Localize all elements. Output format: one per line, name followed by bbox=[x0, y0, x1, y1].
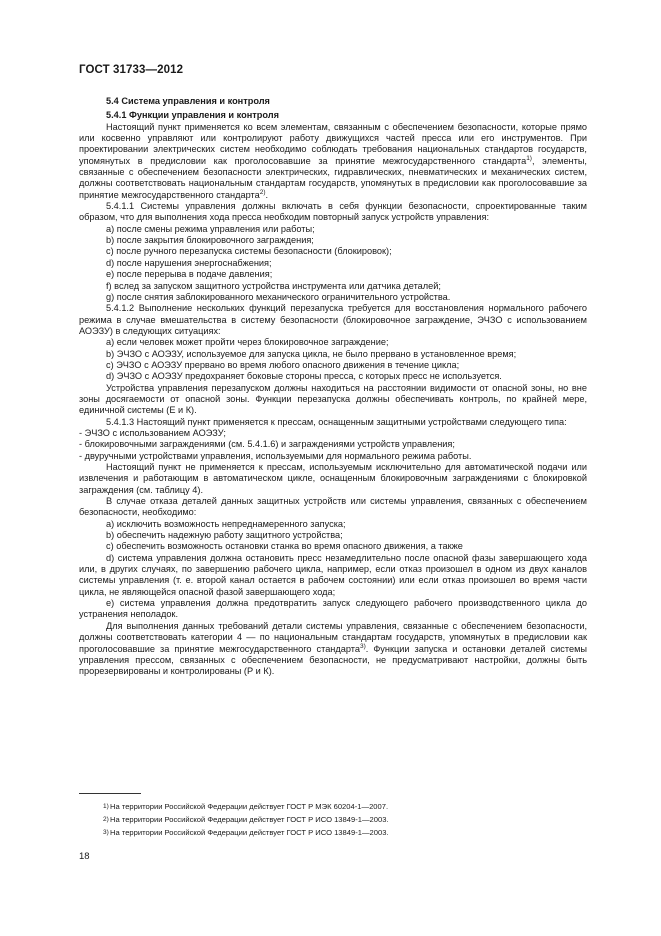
final-paragraph bbox=[79, 621, 587, 678]
list-item: d) система управления должна остановить пресс незамедлительно после опасной фазы завершающего хода или, в других случаях, по завершению рабочего цикла, например, если отказ произошел в одном из двух каналов системы управления (т. е. второй канал остается в рабочем состоянии) или если отказ произошел во время части цикла, не являющейся опасной фазой завершающего хода; bbox=[79, 552, 587, 597]
footnote-ref-3: 3) bbox=[359, 642, 366, 650]
final-text-a: Для выполнения данных требований детали системы управления, связанные с обеспечением безопасности, должны соответствовать категории 4 — по национальным стандартам государств, упомянутых в предисловии как проголосовавшие за принятие межгосударственного стандарта bbox=[79, 620, 587, 654]
list-item: a) исключить возможность непреднамеренного запуска; bbox=[106, 518, 346, 529]
list-item: g) после снятия заблокированного механического ограничительного устройства. bbox=[106, 291, 451, 302]
list-item: f) вслед за запуском защитного устройства инструмента или датчика деталей; bbox=[106, 280, 441, 291]
list-item: a) после смены режима управления или работы; bbox=[106, 223, 315, 234]
footnote-ref-2: 2) bbox=[259, 188, 266, 196]
list-item: d) ЭЧЗО с АОЭЗУ предохраняет боковые стороны пресса, с которых пресс не используется. bbox=[106, 371, 502, 382]
document-header: ГОСТ 31733—2012 bbox=[79, 64, 184, 76]
footnote-text: На территории Российской Федерации действует ГОСТ Р ИСО 13849-1—2003. bbox=[110, 815, 389, 824]
footnote-separator bbox=[79, 793, 141, 794]
page-number: 18 bbox=[79, 851, 90, 862]
list-item: a) если человек может пройти через блокировочное заграждение; bbox=[106, 337, 389, 348]
main-content bbox=[79, 96, 587, 678]
restart-paragraph: Устройства управления перезапуском должны находиться на расстоянии видимости от опасной зоны, но вне зоны досягаемости от опасной зоны. Функции перезапуска должны обеспечивать контроль, по крайней мере, единичной системы (Е и К). bbox=[79, 382, 587, 416]
clause-5-4-1-2: 5.4.1.2 Выполнение нескольких функций перезапуска требуется для восстановления нормального рабочего режима в случае вмешательства в систему безопасности (блокировочное заграждение, ЭЧЗО с использованием АОЭЗУ) в следующих ситуациях: bbox=[79, 303, 587, 336]
list-item: - блокировочными заграждениями (см. 5.4.1.6) и заграждениями устройств управления; bbox=[79, 439, 455, 450]
intro-paragraph bbox=[79, 122, 587, 201]
intro-text-a: Настоящий пункт применяется ко всем элементам, связанным с обеспечением безопасности, которые прямо или косвенно управляют или контролируют работу движущихся частей пресса или его инструментов. При проектировании электрических систем необходимо соблюдать требования национальных стандартов государств, упомянутых в предисловии как проголосовавшие за принятие межгосударственного стандарта bbox=[79, 121, 587, 166]
section-heading: 5.4 Система управления и контроля bbox=[106, 96, 270, 106]
footnote-text: На территории Российской Федерации действует ГОСТ Р ИСО 13849-1—2003. bbox=[110, 828, 389, 837]
list-item: - ЭЧЗО с использованием АОЭЗУ; bbox=[79, 427, 226, 438]
list-item: d) после нарушения энергоснабжения; bbox=[106, 257, 272, 268]
failure-paragraph: В случае отказа деталей данных защитных устройств или системы управления, связанных с обеспечением безопасности, необходимо: bbox=[79, 496, 587, 518]
clause-5-4-1-3: 5.4.1.3 Настоящий пункт применяется к прессам, оснащенным защитными устройствами следующего типа: bbox=[106, 416, 567, 427]
list-item: b) обеспечить надежную работу защитного устройства; bbox=[106, 530, 343, 541]
footnote-text: На территории Российской Федерации действует ГОСТ Р МЭК 60204-1—2007. bbox=[110, 802, 389, 811]
clause-5-4-1-1: 5.4.1.1 Системы управления должны включать в себя функции безопасности, спроектированные таким образом, что для выполнения хода пресса необходим повторный запуск устройств управления: bbox=[79, 201, 587, 223]
final-text-b: . Функции запуска и остановки деталей системы управления прессом, связанных с обеспечением безопасности, не предусматривают настройки, должны быть прорезервированы и контролированы (Р и К). bbox=[79, 643, 587, 677]
not-applied-paragraph: Настоящий пункт не применяется к прессам, используемым исключительно для автоматической подачи или извлечения и работающим в автоматическом цикле, оснащенным блокировочным заграждениями с блокировкой заграждения (см. таблицу 4). bbox=[79, 462, 587, 495]
list-item: e) система управления должна предотвратить запуск следующего рабочего производственного цикла до устранения неполадок. bbox=[79, 598, 587, 620]
list-item: - двуручными устройствами управления, используемыми для нормального режима работы. bbox=[79, 450, 472, 461]
list-item: c) ЭЧЗО с АОЭЗУ прервано во время любого опасного движения в течение цикла; bbox=[106, 359, 460, 370]
list-item: c) после ручного перезапуска системы безопасности (блокировок); bbox=[106, 246, 392, 257]
footnote-ref-1: 1) bbox=[526, 154, 532, 162]
intro-text-b: , элементы, связанные с обеспечением безопасности электрических, гидравлических, пневматических и механических систем, должны соответствовать национальным стандартам государств, упомянутых в предисловии как проголосовавшие за принятие межгосударственного стандарта bbox=[79, 155, 587, 200]
list-item: b) после закрытия блокировочного заграждения; bbox=[106, 235, 314, 246]
list-item: b) ЭЧЗО с АОЭЗУ, используемое для запуска цикла, не было прервано в установленное время; bbox=[106, 348, 517, 359]
intro-text-c: . bbox=[265, 189, 269, 200]
list-item: e) после перерыва в подаче давления; bbox=[106, 269, 273, 280]
document-page: ГОСТ 31733—2012 5.4 Система управления и контроля 5.4.1 Функции управления и контроля Настоящий пункт применяется ко всем элементам, связанным с обеспечением безопасности, которые прямо или косвенно управляют или контролируют работу движущихся частей пресса или его инструментов. При проектировании электрических систем необходимо соблюдать требования национальных стандартов государств, упомянутых в предисловии как проголосовавшие за принятие межгосударственного стандарта$^{1)}$, элементы, связанные с обеспечением безопасности электрических, гидравлических, пневматических и механических систем, должны соответствовать национальным стандартам государств, упомянутых в предисловии как проголосовавшие за принятие межгосударственного стандарта$^{2)}$. 5.4.1.1 Системы управления должны включать в себя функции безопасности, спроектированные таким образом, что для выполнения хода пресса необходим повторный запуск устройств управления: a) после смены режима управления или работы; b) после закрытия блокировочного заграждения; c) после ручного перезапуска системы безопасности (блокировок); d) после нарушения энергоснабжения; e) после перерыва в подаче давления; f) вслед за запуском защитного устройства инструмента или датчика деталей; g) после снятия заблокированного механического ограничительного устройства. 5.4.1.2 Выполнение нескольких функций перезапуска требуется для восстановления нормального рабочего режима в случае вмешательства в систему безопасности (блокировочное заграждение, ЭЧЗО с использованием АОЭЗУ) в следующих ситуациях: a) если человек может пройти через блокировочное заграждение; b) ЭЧЗО с АОЭЗУ, используемое для запуска цикла, не было прервано в установленное время; c) ЭЧЗО с АОЭЗУ прервано во время любого опасного движения в течение цикла; d) ЭЧЗО с АОЭЗУ предохраняет боковые стороны пресса, с которых пресс не используется. Устройства управления перезапуском должны находиться на расстоянии видимости от опасной зоны, но вне зоны досягаемости от опасной зоны. Функции перезапуска должны обеспечивать контроль, по крайней мере, единичной системы (Е и К). 5.4.1.3 Настоящий пункт применяется к прессам, оснащенным защитными устройствами следующего типа: - ЭЧЗО с использованием АОЭЗУ; - блокировочными заграждениями (см. 5.4.1.6) и заграждениями устройств управления; - двуручными устройствами управления, используемыми для нормального режима работы. Настоящий пункт не применяется к прессам, используемым исключительно для автоматической подачи или извлечения и работающим в автоматическом цикле, оснащенным блокировочным заграждениями с блокировкой заграждения (см. таблицу 4). В случае отказа деталей данных защитных устройств или системы управления, связанных с обеспечением безопасности, необходимо: a) исключить возможность непреднамеренного запуска; b) обеспечить надежную работу защитного устройства; c) обеспечить возможность остановки станка во время опасного движения, а также d) система управления должна остановить пресс незамедлительно после опасной фазы завершающего хода или, в других случаях, по завершению рабочего цикла, например, если отказ произошел в одном из двух каналов системы управления (т. е. второй канал остается в рабочем состоянии) или если отказ произошел во время части цикла, не являющейся опасной фазой завершающего хода; e) система управления должна предотвратить запуск следующего рабочего производственного цикла до устранения неполадок. Для выполнения данных требований детали системы управления, связанные с обеспечением безопасности, должны соответствовать категории 4 — по национальным стандартам государств, упомянутых в предисловии как проголосовавшие за принятие межгосударственного стандарта$^{3)}$. Функции запуска и остановки деталей системы управления прессом, связанных с обеспечением безопасности, не предусматривают настройки, должны быть прорезервированы и контролированы (Р и К). 1) На территории Российской Федерации действует ГОСТ Р МЭК 60204-1—2007. 2) На территории Российской Федерации действует ГОСТ Р ИСО 13849-1—2003. 3) На территории Российской Федерации действует ГОСТ Р ИСО 13849-1—2003. 18 bbox=[79, 64, 587, 862]
subsection-heading: 5.4.1 Функции управления и контроля bbox=[106, 110, 279, 121]
list-item: c) обеспечить возможность остановки станка во время опасного движения, а также bbox=[106, 541, 463, 552]
